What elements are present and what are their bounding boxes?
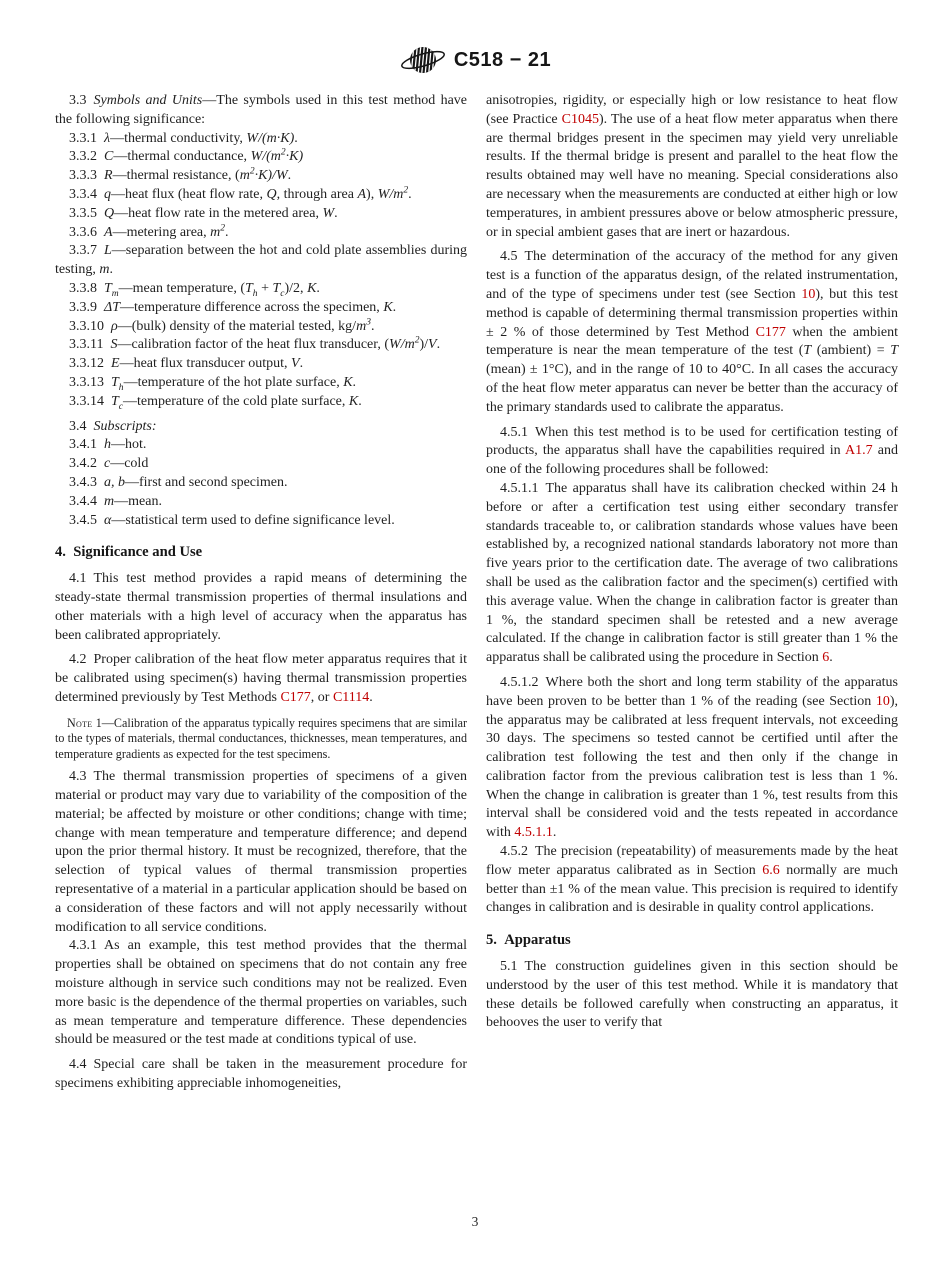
- paragraph: [486, 248, 898, 417]
- paragraph: [55, 167, 467, 186]
- italic-text: α: [104, 512, 112, 528]
- body-text: 4.5.1 When this test method is to be used for certification testing of products, the apparatus shall have the capabilities required in: [486, 424, 898, 459]
- body-text: —thermal conductivity,: [110, 130, 247, 146]
- body-text: , through area: [276, 186, 358, 202]
- body-text: .: [358, 393, 362, 409]
- xref-10[interactable]: 10: [801, 286, 816, 302]
- section-heading: [55, 543, 467, 562]
- body-text: .: [225, 224, 229, 240]
- body-text: .: [294, 130, 298, 146]
- body-text: 1—Calibration of the apparatus typically requires specimens that are similar to the types of materials, thermal conductances, thicknesses, mean temperatures, and temperature gradients as expected for the test specimens.: [55, 715, 467, 761]
- italic-text: λ: [104, 130, 111, 146]
- body-text: ),: [366, 186, 378, 202]
- italic-text: a, b: [104, 474, 125, 490]
- xref-4.5.1.1[interactable]: 4.5.1.1: [514, 825, 553, 841]
- document-code: C518 − 21: [453, 48, 552, 71]
- note-label: Note: [67, 715, 93, 730]
- paragraph: [55, 374, 467, 393]
- italic-text: T: [272, 280, 281, 296]
- body-text: 4.4 Special care shall be taken in the measurement procedure for specimens exhibiting appreciable inhomogeneities,: [55, 1057, 467, 1091]
- paragraph: [55, 651, 467, 707]
- body-text: anisotropies, rigidity, or especially high or low resistance to heat flow (see Practice: [486, 93, 898, 127]
- paragraph: [55, 224, 467, 243]
- body-text: 3.3.8: [69, 280, 104, 296]
- body-text: 4. Significance and Use: [55, 544, 203, 561]
- italic-text: W/m: [389, 337, 415, 353]
- paragraph: [55, 299, 467, 318]
- italic-text: ρ: [111, 318, 118, 334]
- body-text: 3.3.1: [69, 130, 104, 146]
- section-heading: [486, 931, 898, 950]
- italic-text: A: [357, 186, 367, 202]
- superscript-text: 2: [220, 222, 226, 233]
- body-text: 4.1 This test method provides a rapid means of determining the steady-state thermal transmission properties of thermal insulations and other materials with a high level of accuracy when the apparatus has been calibrated appropriately.: [55, 571, 467, 643]
- body-text: +: [257, 280, 273, 296]
- superscript-text: 2: [403, 185, 409, 196]
- italic-text: m: [210, 224, 221, 240]
- xref-A1.7[interactable]: A1.7: [845, 443, 873, 459]
- subscript-text: m: [111, 288, 119, 299]
- paragraph: [55, 355, 467, 374]
- body-text: —mean temperature, (: [118, 280, 245, 296]
- body-text: 4.3 The thermal transmission properties of specimens of a given material or product may vary due to variability of the composition of the material; be affected by moisture or other conditions; change with time; change with mean temperature and temperature difference; and depend upon the prior thermal history. It must be recognized, therefore, that the selection of typical values of thermal transmission properties representative of a material in a particular application should be based on a consideration of these factors and will not apply necessarily without modification to all service conditions.: [55, 769, 467, 935]
- body-text: —heat flux (heat flow rate,: [111, 186, 267, 202]
- body-text: —first and second specimen.: [125, 474, 288, 490]
- body-text: —calibration factor of the heat flux transducer, (: [117, 337, 390, 353]
- italic-text: m: [239, 168, 250, 184]
- superscript-text: 2: [249, 166, 255, 177]
- italic-text: W/m: [377, 186, 404, 202]
- paragraph: [55, 474, 467, 493]
- body-text: —hot.: [111, 437, 147, 453]
- italic-text: K: [307, 280, 317, 296]
- subscript-text: c: [280, 288, 285, 299]
- italic-text: Symbols and Units: [93, 93, 203, 108]
- body-text: .: [408, 186, 412, 202]
- paragraph-continuation: [486, 92, 898, 242]
- italic-text: m: [356, 318, 367, 334]
- subscript-text: h: [252, 288, 258, 299]
- body-text: 4.3.1 As an example, this test method provides that the thermal properties shall be obtained on specimens that do not contain any free moisture although in service such conditions may not be realized. Even more basic is the dependence of the thermal properties on variables, such as mean temperature and temperature difference. These dependencies should be measured or the test made at conditions typical of use.: [55, 938, 467, 1048]
- body-text: —heat flux transducer output,: [119, 356, 292, 372]
- body-text: 3.4.3: [69, 474, 104, 490]
- body-text: —cold: [110, 456, 149, 472]
- body-text: .: [392, 299, 397, 315]
- subscript-text: h: [118, 382, 124, 393]
- body-text: 3.3.4: [69, 186, 104, 202]
- paragraph: [55, 92, 467, 130]
- body-text: 3.3: [69, 93, 94, 108]
- italic-text: T: [890, 343, 898, 359]
- body-text: —statistical term used to define significance level.: [111, 512, 395, 528]
- xref-10[interactable]: 10: [875, 693, 890, 709]
- body-text: —The symbols used in this test method have the following significance:: [55, 93, 467, 127]
- body-text: .: [287, 168, 292, 184]
- paragraph: [55, 937, 467, 1050]
- italic-text: W: [322, 205, 335, 221]
- paragraph: [486, 480, 898, 668]
- xref-C1114[interactable]: C1114: [332, 689, 370, 705]
- italic-text: T: [111, 374, 119, 390]
- italic-text: Q: [266, 186, 277, 202]
- page-number: 3: [471, 1214, 479, 1229]
- paragraph: [55, 512, 467, 531]
- body-text: )/: [419, 337, 429, 353]
- body-text: , or: [310, 689, 333, 705]
- body-text: 3.3.13: [69, 374, 111, 390]
- body-text: —temperature of the hot plate surface,: [123, 374, 344, 390]
- subscript-text: c: [118, 401, 124, 412]
- italic-text: E: [111, 356, 120, 372]
- italic-text: A: [104, 224, 113, 240]
- italic-text: R: [104, 168, 113, 184]
- body-text: —heat flow rate in the metered area,: [114, 205, 323, 221]
- note-paragraph: [55, 716, 467, 763]
- paragraph: [55, 205, 467, 224]
- italic-text: V: [428, 337, 437, 353]
- body-text: 3.4: [69, 418, 94, 434]
- italic-text: ΔT: [104, 299, 121, 315]
- italic-text: T: [803, 343, 812, 359]
- body-text: 3.3.6: [69, 224, 104, 240]
- body-text: —(bulk) density of the material tested, kg/: [117, 318, 357, 334]
- right-column: [486, 92, 898, 1094]
- body-text: ), but this test method is capable of determining thermal transmission properties within ± 2 % of those determined by Test Method: [486, 286, 898, 340]
- body-text: 4.5.1.1 The apparatus shall have its calibration checked within 24 h before or after a certification test using either secondary transfer standards traceable to, or calibration standards whose values have been established by, a recognized national standards laboratory not more than five years prior to the certification date. The average of two calibrations shall be used as the calibration factor and the specimen(s) certified with this average value. When the change in calibration factor is greater than 1 %, the standard specimen shall be retested and a new average calculated. If the change in calibration factor is still greater than 1 % the apparatus shall be calibrated using the procedure in Section: [486, 480, 898, 666]
- body-text: ), the apparatus may be calibrated at less frequent intervals, not exceeding 30 days. The specimens so tested cannot be certified until after the calibration test following the test and then only if the change in calibration factor from the previous calibration test is less than 1 %. When the change in calibration is greater than 1 %, test results from this interval shall be considered void and the tests repeated in accordance with: [486, 693, 898, 841]
- body-text: 3.3.5: [69, 205, 104, 221]
- body-text: 3.4.1: [69, 437, 104, 453]
- body-text: —metering area,: [112, 224, 211, 240]
- paragraph: [55, 768, 467, 937]
- superscript-text: 3: [366, 316, 371, 327]
- body-text: .: [829, 650, 833, 666]
- italic-text: T: [111, 393, 119, 409]
- italic-text: W/(m·K): [246, 130, 295, 146]
- xref-C177[interactable]: C177: [755, 324, 786, 340]
- italic-text: T: [245, 280, 253, 296]
- italic-text: W/(m: [250, 149, 281, 165]
- body-text: 5. Apparatus: [486, 932, 571, 949]
- paragraph: [55, 493, 467, 512]
- body-text: 4.2 Proper calibration of the heat flow meter apparatus requires that it be calibrated using specimen(s) having thermal transmission properties determined previously by Test Methods: [55, 652, 467, 705]
- body-text: .: [436, 337, 441, 353]
- xref-6.6[interactable]: 6.6: [762, 862, 780, 878]
- body-text: —separation between the hot and cold plate assemblies during testing,: [55, 243, 467, 278]
- paragraph: [55, 186, 467, 205]
- body-text: .: [334, 205, 338, 221]
- italic-text: ·K)/W: [254, 168, 288, 184]
- body-text: —temperature difference across the specimen,: [120, 299, 384, 315]
- italic-text: Q: [104, 205, 115, 221]
- body-text: 3.3.3: [69, 168, 104, 184]
- italic-text: V: [291, 356, 300, 372]
- paragraph: [486, 843, 898, 918]
- body-text: ). The use of a heat flow meter apparatus when there are thermal bridges present in the specimen may yield very unreliable results. If the thermal bridge is present and parallel to the heat flow the results obtained may well have no meaning. Special considerations also are necessary when the measurements are conducted at either high or low temperatures, in ambient pressures above or below atmospheric pressure, or in special ambient gases that are inert or hazardous.: [486, 111, 898, 240]
- astm-logo-icon: [399, 42, 445, 78]
- paragraph: [55, 130, 467, 149]
- paragraph: [55, 455, 467, 474]
- italic-text: L: [104, 243, 112, 259]
- italic-text: h: [104, 437, 111, 453]
- italic-text: K: [383, 299, 393, 315]
- paragraph: [55, 280, 467, 299]
- body-text: 3.4.2: [69, 456, 104, 472]
- paragraph: [55, 570, 467, 645]
- body-text: 3.3.14: [69, 393, 111, 409]
- superscript-text: 2: [414, 335, 420, 346]
- body-text: 3.3.2: [69, 149, 104, 165]
- body-text: 3.4.5: [69, 512, 104, 528]
- paragraph: [55, 148, 467, 167]
- body-text: .: [299, 356, 304, 372]
- italic-text: m: [99, 262, 110, 278]
- body-text: 3.3.11: [69, 337, 111, 353]
- italic-text: C: [104, 149, 114, 165]
- body-text: —thermal resistance, (: [112, 168, 240, 184]
- xref-6[interactable]: 6: [822, 650, 830, 666]
- body-text: and one of the following procedures shall be followed:: [486, 443, 898, 478]
- body-text: 3.4.4: [69, 493, 104, 509]
- italic-text: q: [104, 186, 111, 202]
- paragraph: [55, 418, 467, 437]
- superscript-text: 2: [280, 147, 286, 158]
- paragraph: [486, 424, 898, 480]
- body-text: (ambient) =: [811, 343, 891, 359]
- page-footer: [0, 1214, 950, 1230]
- paragraph: [486, 958, 898, 1033]
- body-text: —thermal conductance,: [113, 149, 251, 165]
- left-column: [55, 92, 467, 1094]
- italic-text: m: [104, 493, 115, 509]
- body-text: 4.5.2 The precision (repeatability) of measurements made by the heat flow meter apparatus calibrated as in Section: [486, 844, 898, 878]
- italic-text: Subscripts:: [93, 418, 157, 434]
- italic-text: K: [348, 393, 359, 409]
- paragraph: [55, 436, 467, 455]
- italic-text: S: [110, 337, 118, 353]
- body-text: 4.5.1.2 Where both the short and long term stability of the apparatus have been proven to be better than 1 % of the reading (see Section: [486, 674, 898, 709]
- document-body: [55, 92, 898, 1094]
- paragraph: [55, 318, 467, 337]
- body-text: —mean.: [114, 493, 162, 509]
- paragraph: [55, 242, 467, 280]
- body-text: —temperature of the cold plate surface,: [123, 393, 349, 409]
- paragraph: [486, 674, 898, 843]
- body-text: 3.3.10: [69, 318, 111, 334]
- body-text: 3.3.7: [69, 243, 104, 259]
- body-text: normally are much better than ±1 % of the mean value. This precision is required to identify changes in calibration and is desirable in quality control applications.: [486, 862, 898, 916]
- body-text: 3.3.9: [69, 299, 104, 315]
- italic-text: T: [104, 280, 112, 296]
- body-text: .: [369, 689, 373, 705]
- paragraph: [55, 336, 467, 355]
- italic-text: K: [343, 374, 353, 390]
- xref-C1045[interactable]: C1045: [561, 111, 599, 127]
- paragraph: [55, 1056, 467, 1094]
- document-header: [0, 42, 950, 78]
- body-text: 5.1 The construction guidelines given in this section should be understood by the user of this test method. While it is mandatory that these details be followed carefully when constructing an apparatus, it behooves the user to verify that: [486, 959, 898, 1031]
- body-text: .: [370, 318, 375, 334]
- italic-text: c: [104, 456, 111, 472]
- body-text: .: [352, 374, 357, 390]
- xref-C177[interactable]: C177: [280, 689, 311, 705]
- body-text: )/2,: [284, 280, 308, 296]
- paragraph: [55, 393, 467, 412]
- italic-text: ·K): [285, 149, 304, 165]
- body-text: .: [109, 262, 113, 278]
- body-text: (mean) ± 1°C), and in the range of 10 to 40°C. In all cases the accuracy of the heat flow meter apparatus can never be better than the accuracy of the primary standards used to calibrate the apparatus.: [486, 362, 898, 415]
- body-text: .: [316, 280, 320, 296]
- body-text: .: [552, 825, 557, 841]
- body-text: when the ambient temperature is near the mean temperature of the test (: [486, 324, 898, 359]
- body-text: 4.5 The determination of the accuracy of the method for any given test is a function of the apparatus design, of the related instrumentation, and of the type of specimens under test (see Section: [486, 249, 898, 302]
- body-text: 3.3.12: [69, 356, 111, 372]
